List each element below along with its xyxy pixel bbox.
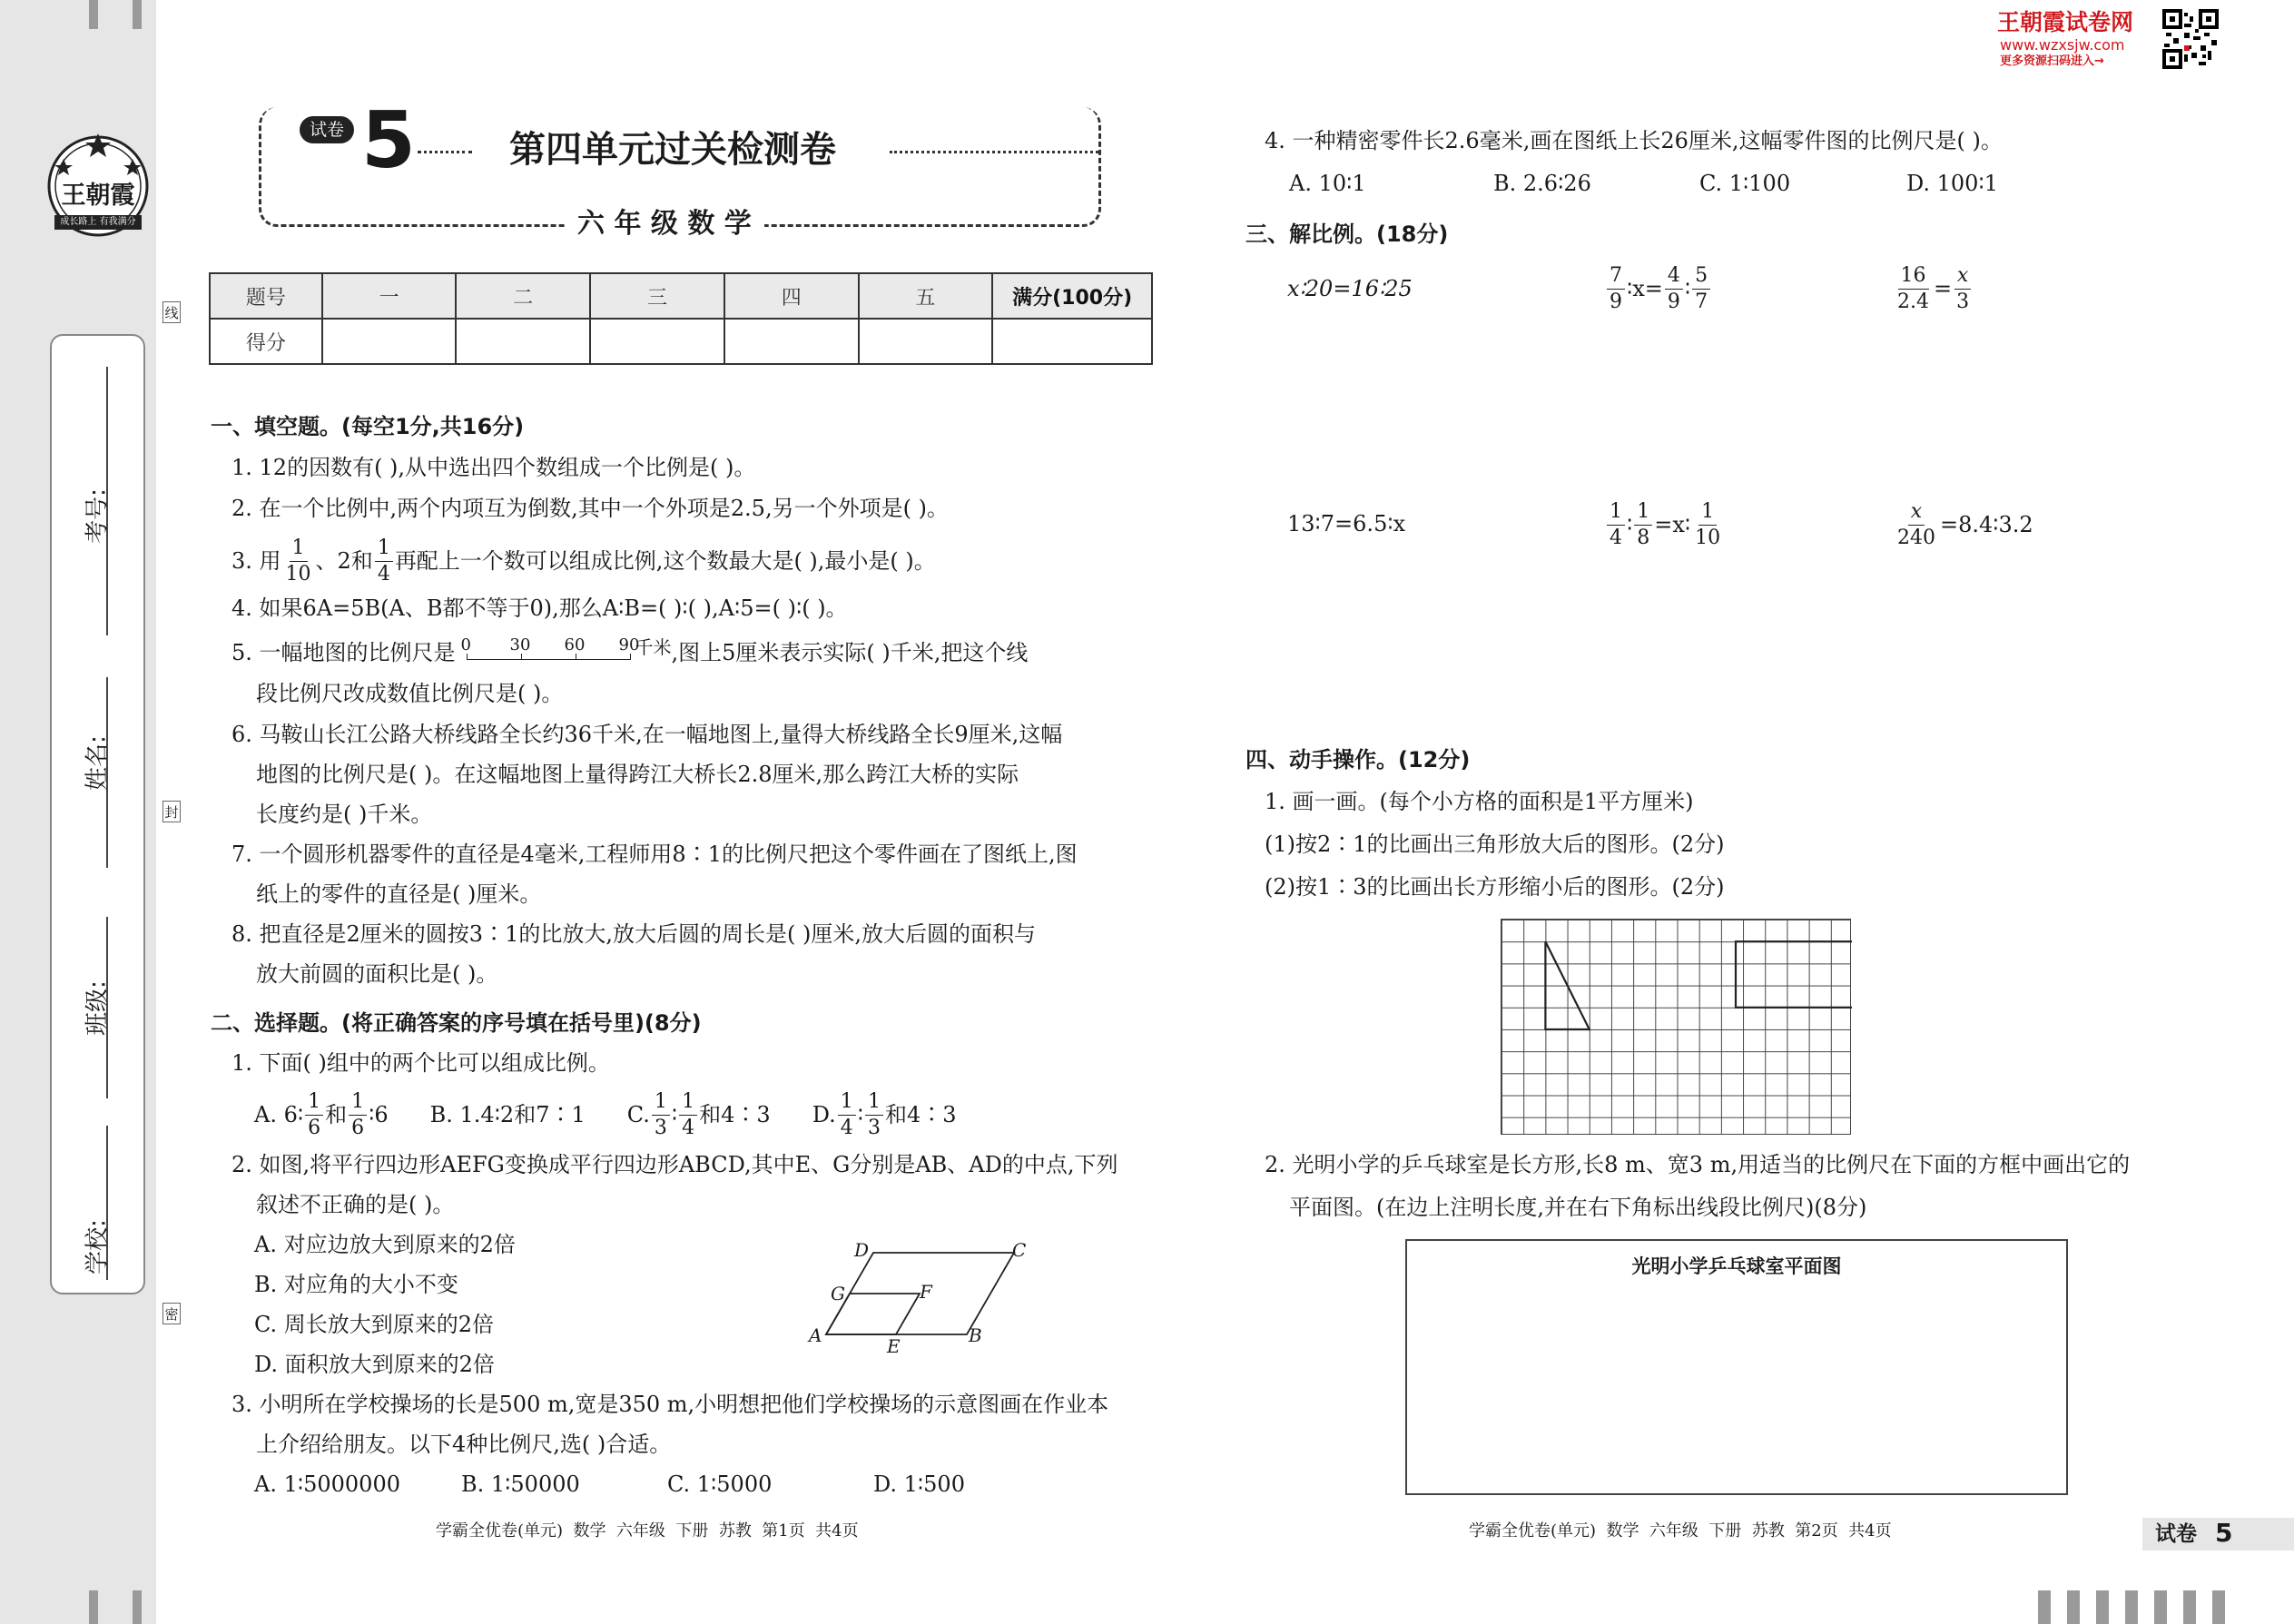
stripe bbox=[2125, 1590, 2138, 1624]
title-dots-left bbox=[418, 151, 472, 153]
equation-6: $\frac{x}{240}$ =8.4∶3.2 bbox=[1897, 499, 2033, 549]
score-cell[interactable] bbox=[590, 319, 724, 364]
score-header: 三 bbox=[590, 273, 724, 319]
s2-q2-option-b: B. 对应角的大小不变 bbox=[254, 1272, 458, 1297]
drawing-box-title: 光明小学乒乓球室平面图 bbox=[1631, 1255, 1842, 1277]
s4-q1: 1. 画一画。(每个小方格的面积是1平方厘米) bbox=[1265, 789, 1694, 814]
exam-no-label: 考号: bbox=[84, 488, 112, 544]
s2-q4: 4. 一种精密零件长2.6毫米,画在图纸上长26厘米,这幅零件图的比例尺是( )。 bbox=[1265, 128, 2003, 153]
exam-tag: 试卷 bbox=[300, 116, 354, 143]
s1-q7: 7. 一个圆形机器零件的直径是4毫米,工程师用8∶1的比例尺把这个零件画在了图纸上,图 bbox=[231, 842, 1078, 867]
s2-q3: 3. 小明所在学校操场的长是500 m,宽是350 m,小明想把他们学校操场的示意图画在作业本 bbox=[231, 1392, 1109, 1417]
score-header: 五 bbox=[859, 273, 993, 319]
footer-right: 学霸全优卷(单元) 数学 六年级 下册 苏教 第2页 共4页 bbox=[1469, 1521, 1892, 1540]
square-grid[interactable] bbox=[1501, 919, 1851, 1135]
score-cell[interactable] bbox=[456, 319, 590, 364]
parallelogram-figure: A B C D E F G bbox=[809, 1239, 1027, 1357]
logo-slogan: 成长路上 有我满分 bbox=[60, 217, 136, 227]
s2-q3-option-a: A. 1∶5000000 bbox=[254, 1471, 400, 1497]
stripe bbox=[2038, 1590, 2051, 1624]
score-cell[interactable] bbox=[992, 319, 1152, 364]
s1-q4: 4. 如果6A=5B(A、B都不等于0),那么A∶B=( )∶( ),A∶5=( )∶( )。 bbox=[231, 595, 848, 621]
binding-mark-close: 密 bbox=[162, 1303, 181, 1324]
s2-q3-option-d: D. 1∶500 bbox=[873, 1471, 965, 1497]
equation-5: 1 4 ∶ $\frac{1}{8}$ =x∶ 1 10 bbox=[1605, 497, 1725, 552]
s2-q2-option-c: C. 周长放大到原来的2倍 bbox=[254, 1312, 495, 1337]
page-title: 第四单元过关检测卷 bbox=[504, 127, 842, 172]
stripe bbox=[133, 0, 142, 29]
s2-q4-option-a: A. 10∶1 bbox=[1289, 171, 1366, 196]
score-header: 一 bbox=[322, 273, 457, 319]
stripe bbox=[2096, 1590, 2109, 1624]
s2-q2-option-d: D. 面积放大到原来的2倍 bbox=[254, 1352, 495, 1377]
score-cell[interactable] bbox=[724, 319, 859, 364]
stripe bbox=[2154, 1590, 2167, 1624]
equation-4: 13∶7=6.5∶x bbox=[1287, 511, 1406, 536]
score-header: 四 bbox=[724, 273, 859, 319]
school-label: 学校: bbox=[84, 1219, 112, 1275]
equation-2: 7 9 ∶x= $\frac{4}{9}$ ∶ 5 7 bbox=[1605, 261, 1712, 316]
name-label: 姓名: bbox=[84, 735, 112, 791]
s1-q6: 6. 马鞍山长江公路大桥线路全长约36千米,在一幅地图上,量得大桥线路全长9厘米,这幅 bbox=[231, 722, 1063, 747]
score-header: 题号 bbox=[210, 273, 322, 319]
stripe bbox=[2212, 1590, 2225, 1624]
equation-3: $\frac{16}{2.4}$ = $\frac{x}{3}$ bbox=[1893, 261, 1974, 316]
stripe bbox=[89, 0, 98, 29]
stripe bbox=[133, 1590, 142, 1624]
s1-q6-cont: 地图的比例尺是( )。在这幅地图上量得跨江大桥长2.8厘米,那么跨江大桥的实际 bbox=[256, 762, 1019, 787]
s2-q4-option-b: B. 2.6∶26 bbox=[1493, 171, 1591, 196]
line-scale-bar: 0 30 60 90 bbox=[459, 639, 632, 666]
publisher-logo bbox=[44, 123, 153, 250]
s2-q3-cont: 上介绍给朋友。以下4种比例尺,选( )合适。 bbox=[256, 1432, 672, 1457]
class-label: 班级: bbox=[84, 980, 112, 1036]
stripe bbox=[2183, 1590, 2196, 1624]
s4-q1-part1: (1)按2∶1的比画出三角形放大后的图形。(2分) bbox=[1265, 832, 1725, 857]
s1-q1: 1. 12的因数有( ),从中选出四个数组成一个比例是( )。 bbox=[231, 455, 756, 480]
site-name: 王朝霞试卷网 bbox=[1997, 9, 2134, 35]
s2-q4-option-c: C. 1∶100 bbox=[1699, 171, 1791, 196]
s2-q1-options: A. 6∶ 1 6 和 1 6 ∶6 B. 1.4∶2和7∶1 C. 1 3 ∶ 1 4 和4∶3 D. 1 4 ∶ 1 3 和4∶3 bbox=[254, 1089, 957, 1139]
site-tagline: 更多资源扫码进入→ bbox=[2000, 54, 2104, 68]
score-cell[interactable] bbox=[322, 319, 457, 364]
binding-mark-seal: 封 bbox=[162, 801, 181, 822]
s4-q2: 2. 光明小学的乒乓球室是长方形,长8 m、宽3 m,用适当的比例尺在下面的方框中画出它的 bbox=[1265, 1152, 2131, 1177]
section-2-title: 二、选择题。(将正确答案的序号填在括号里)(8分) bbox=[211, 1010, 702, 1036]
s2-q2: 2. 如图,将平行四边形AEFG变换成平行四边形ABCD,其中E、G分别是AB、AD的中点,下列 bbox=[231, 1152, 1118, 1177]
s1-q8: 8. 把直径是2厘米的圆按3∶1的比放大,放大后圆的周长是( )厘米,放大后圆的面积与 bbox=[231, 921, 1036, 947]
logo-name: 王朝霞 bbox=[61, 182, 135, 210]
stripe bbox=[2067, 1590, 2080, 1624]
equation-1: x∶20=16∶25 bbox=[1287, 276, 1413, 301]
s2-q4-option-d: D. 100∶1 bbox=[1906, 171, 1998, 196]
s4-q2-cont: 平面图。(在边上注明长度,并在右下角标出线段比例尺)(8分) bbox=[1289, 1195, 1867, 1220]
exam-number: 5 bbox=[361, 95, 416, 186]
s1-q5-cont: 段比例尺改成数值比例尺是( )。 bbox=[256, 681, 564, 706]
s2-q3-option-c: C. 1∶5000 bbox=[667, 1471, 773, 1497]
title-dots-right bbox=[890, 151, 1098, 153]
s4-q1-part2: (2)按1∶3的比画出长方形缩小后的图形。(2分) bbox=[1265, 874, 1725, 900]
section-3-title: 三、解比例。(18分) bbox=[1245, 221, 1449, 247]
binding-mark-line: 线 bbox=[162, 301, 181, 323]
score-row-label: 得分 bbox=[210, 319, 322, 364]
section-4-title: 四、动手操作。(12分) bbox=[1245, 747, 1471, 773]
s1-q3: 3. 用 1 10 、2和 1 4 再配上一个数可以组成比例,这个数最大是( ),最小是( )。 bbox=[231, 536, 936, 586]
s1-q6-cont: 长度约是( )千米。 bbox=[256, 802, 433, 827]
s2-q1: 1. 下面( )组中的两个比可以组成比例。 bbox=[231, 1050, 610, 1076]
student-info-box bbox=[50, 334, 145, 1294]
stripe bbox=[89, 1590, 98, 1624]
page-subtitle: 六 年 级 数 学 bbox=[565, 207, 764, 241]
score-header: 二 bbox=[456, 273, 590, 319]
drawing-box[interactable] bbox=[1405, 1239, 2068, 1495]
s1-q5: 5. 一幅地图的比例尺是 0 30 60 90 千米 ,图上5厘米表示实际( )千米,把这个线 bbox=[231, 635, 1029, 665]
section-1-title: 一、填空题。(每空1分,共16分) bbox=[211, 414, 525, 439]
site-url: www.wzxsjw.com bbox=[2000, 36, 2125, 54]
qr-code-icon[interactable] bbox=[2162, 9, 2219, 69]
s2-q2-option-a: A. 对应边放大到原来的2倍 bbox=[254, 1232, 516, 1257]
s2-q2-cont: 叙述不正确的是( )。 bbox=[256, 1192, 455, 1217]
corner-tag: 试卷 5 bbox=[2142, 1518, 2294, 1550]
s1-q2: 2. 在一个比例中,两个内项互为倒数,其中一个外项是2.5,另一个外项是( )。 bbox=[231, 496, 949, 521]
s2-q3-option-b: B. 1∶50000 bbox=[461, 1471, 580, 1497]
score-header: 满分(100分) bbox=[992, 273, 1152, 319]
footer-left: 学霸全优卷(单元) 数学 六年级 下册 苏教 第1页 共4页 bbox=[436, 1521, 859, 1540]
s1-q7-cont: 纸上的零件的直径是( )厘米。 bbox=[256, 881, 542, 907]
fraction: 1 10 bbox=[285, 536, 311, 586]
score-cell[interactable] bbox=[859, 319, 993, 364]
score-table bbox=[209, 272, 1153, 365]
s1-q8-cont: 放大前圆的面积比是( )。 bbox=[256, 961, 498, 987]
fraction: 1 4 bbox=[375, 536, 393, 587]
